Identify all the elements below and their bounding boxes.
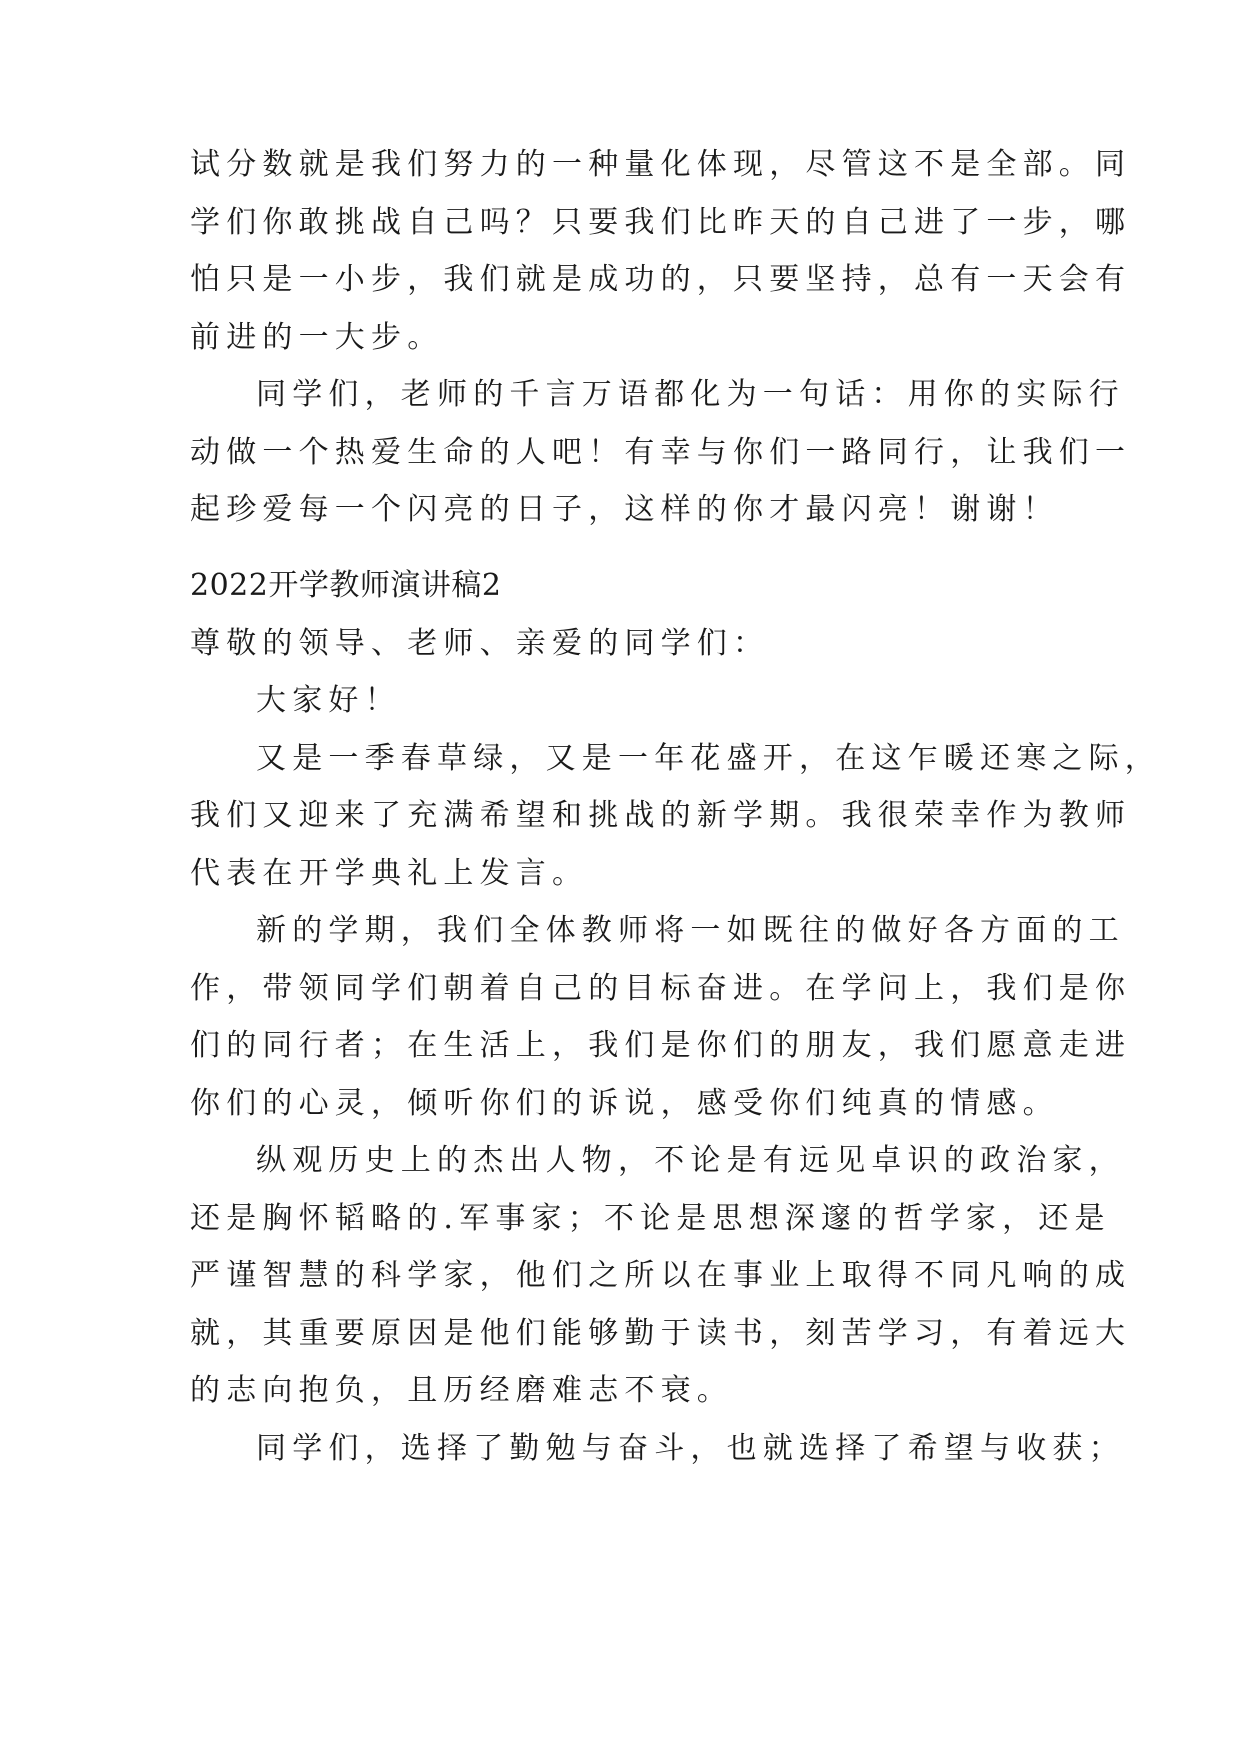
paragraph [190, 902, 1132, 1132]
text-line: 代表在开学典礼上发言。 [190, 855, 589, 891]
text-line: 我们又迎来了充满希望和挑战的新学期。我很荣幸作为教师 [190, 798, 1132, 833]
text-line: 新的学期，我们全体教师将一如既往的做好各方面的工 [256, 913, 1125, 948]
paragraph [190, 366, 1132, 539]
text-line: 学们你敢挑战自己吗？只要我们比昨天的自己进了一步，哪 [190, 204, 1132, 240]
text-line: 纵观历史上的杰出人物，不论是有远见卓识的政治家， [256, 1143, 1125, 1178]
text-line: 又是一季春草绿，又是一年花盛开，在这乍暖还寒之际， [256, 740, 1161, 776]
text-line: 你们的心灵，倾听你们的诉说，感受你们纯真的情感。 [190, 1085, 1059, 1121]
text-line: 们的同行者；在生活上，我们是你们的朋友，我们愿意走进 [190, 1028, 1132, 1063]
document-body-top [190, 136, 1132, 539]
paragraph [190, 136, 1132, 366]
text-line: 就，其重要原因是他们能够勤于读书，刻苦学习，有着远大 [190, 1315, 1132, 1351]
text-line: 还是胸怀韬略的.军事家；不论是思想深邃的哲学家，还是 [190, 1200, 1111, 1236]
text-line: 同学们，选择了勤勉与奋斗，也就选择了希望与收获； [256, 1430, 1125, 1466]
paragraph [190, 730, 1161, 903]
paragraph [190, 1132, 1132, 1420]
salutation: 尊敬的领导、老师、亲爱的同学们： [190, 625, 770, 661]
text-line: 怕只是一小步，我们就是成功的，只要坚持，总有一天会有 [190, 262, 1132, 297]
text-line: 动做一个热爱生命的人吧！有幸与你们一路同行，让我们一 [190, 434, 1132, 470]
paragraph [190, 1420, 1125, 1478]
text-line: 同学们，老师的千言万语都化为一句话：用你的实际行 [256, 377, 1125, 412]
greeting: 大家好！ [256, 683, 401, 718]
text-line: 的志向抱负，且历经磨难志不衰。 [190, 1373, 733, 1408]
text-line: 起珍爱每一个闪亮的日子，这样的你才最闪亮！谢谢！ [190, 492, 1059, 527]
document-body-section-2 [190, 557, 1161, 1477]
text-line: 严谨智慧的科学家，他们之所以在事业上取得不同凡响的成 [190, 1258, 1132, 1293]
text-line: 试分数就是我们努力的一种量化体现，尽管这不是全部。同 [190, 147, 1132, 182]
section-title: 2022开学教师演讲稿2 [190, 568, 502, 603]
text-line: 前进的一大步。 [190, 319, 444, 355]
text-line: 作，带领同学们朝着自己的目标奋进。在学问上，我们是你 [190, 970, 1132, 1006]
